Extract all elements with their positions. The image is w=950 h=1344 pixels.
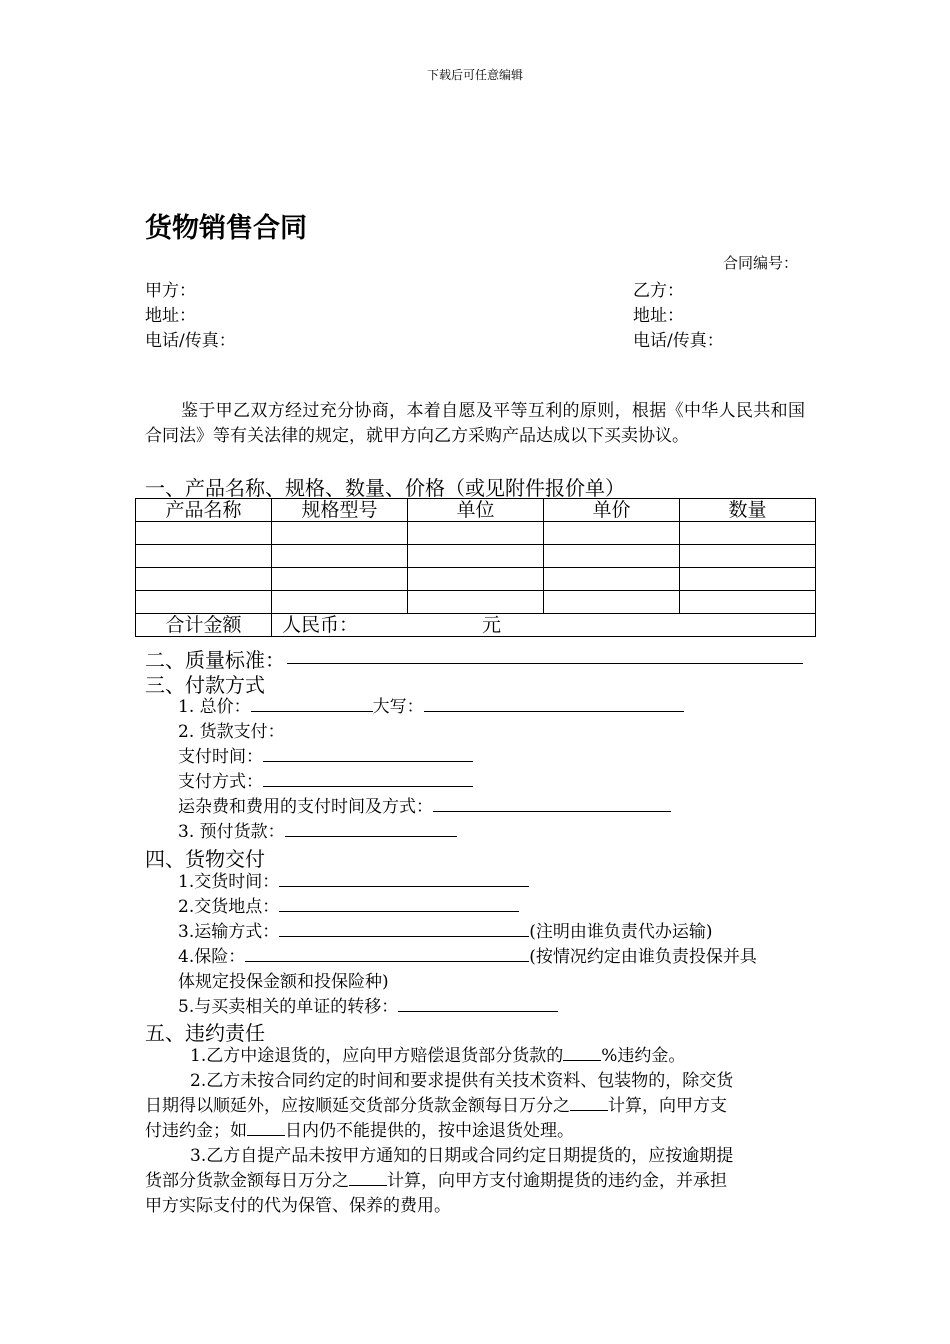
party-a-address-label: 地址： <box>145 306 196 326</box>
table-row <box>136 545 816 568</box>
table-cell[interactable] <box>680 545 816 568</box>
penalty-2-text-end: 计算，向甲方支 <box>608 1096 727 1116</box>
table-cell[interactable] <box>680 522 816 545</box>
party-b-label: 乙方： <box>633 281 684 301</box>
capital-amount-field[interactable] <box>424 695 684 712</box>
penalty-1-text: 1.乙方中途退货的，应向甲方赔偿退货部分货款的 <box>190 1046 564 1066</box>
total-price-field[interactable] <box>251 695 373 712</box>
prepay-field[interactable] <box>285 820 457 837</box>
pay-time-label: 支付时间： <box>178 747 263 767</box>
penalty-2-rate-field[interactable] <box>570 1094 608 1111</box>
party-b-address-label: 地址： <box>633 306 684 326</box>
pay-time-field[interactable] <box>263 745 473 762</box>
quality-standard-line[interactable] <box>287 663 803 664</box>
penalty-3-text-end: 计算，向甲方支付逾期提货的违约金，并承担 <box>387 1171 727 1191</box>
delivery-time-label: 1.交货时间： <box>178 872 280 892</box>
pay-method-field[interactable] <box>263 770 473 787</box>
table-row <box>136 568 816 591</box>
delivery-place-field[interactable] <box>279 895 519 912</box>
column-header: 数量 <box>680 499 816 522</box>
prepay-label: 3. 预付货款： <box>178 822 285 842</box>
delivery-place-line <box>178 895 519 920</box>
table-cell[interactable] <box>136 545 272 568</box>
table-cell[interactable] <box>408 522 544 545</box>
table-cell[interactable] <box>544 568 680 591</box>
penalty-3-rate-field[interactable] <box>349 1169 387 1186</box>
insurance-field[interactable] <box>245 945 529 962</box>
table-cell[interactable] <box>136 591 272 614</box>
intro-paragraph: 鉴于甲乙双方经过充分协商，本着自愿及平等互利的原则，根据《中华人民共和国合同法》等有关法律的规定，就甲方向乙方采购产品达成以下买卖协议。 <box>145 401 805 446</box>
penalty-2-text-d: 日内仍不能提供的，按中途退货处理。 <box>285 1121 574 1141</box>
column-header: 规格型号 <box>272 499 408 522</box>
table-cell[interactable] <box>408 545 544 568</box>
total-price-line <box>178 695 684 720</box>
insurance-note: (按情况约定由谁负责投保并具 <box>529 947 757 967</box>
product-table <box>135 498 816 637</box>
currency-label: 人民币： <box>282 614 359 636</box>
table-cell[interactable] <box>272 568 408 591</box>
penalty-clause-3-line-3: 甲方实际支付的代为保管、保养的费用。 <box>145 1196 451 1216</box>
payment-label: 2. 货款支付： <box>178 722 285 742</box>
column-header: 产品名称 <box>136 499 272 522</box>
pay-method-line <box>178 770 473 795</box>
misc-fee-field[interactable] <box>433 795 671 812</box>
penalty-3-text: 货部分货款金额每日万分之 <box>145 1171 349 1191</box>
misc-fee-label: 运杂费和费用的支付时间及方式： <box>178 797 433 817</box>
delivery-time-field[interactable] <box>279 870 529 887</box>
total-label: 合计金额 <box>136 614 272 637</box>
table-cell[interactable] <box>272 591 408 614</box>
party-a-phone-label: 电话/传真： <box>145 331 236 351</box>
transport-field[interactable] <box>279 920 529 937</box>
penalty-clause-2-line-2 <box>145 1094 727 1119</box>
contract-number-label: 合同编号： <box>723 254 799 272</box>
table-cell[interactable] <box>680 591 816 614</box>
yuan-label: 元 <box>482 614 502 636</box>
party-b-phone-label: 电话/传真： <box>633 331 724 351</box>
table-cell[interactable] <box>272 545 408 568</box>
table-cell[interactable] <box>680 568 816 591</box>
transport-note: (注明由谁负责代办运输) <box>529 922 713 942</box>
insurance-line <box>178 945 757 970</box>
penalty-2-text: 日期得以顺延外，应按顺延交货部分货款金额每日万分之 <box>145 1096 570 1116</box>
documents-field[interactable] <box>398 995 558 1012</box>
penalty-clause-1 <box>190 1044 685 1069</box>
table-cell[interactable] <box>408 568 544 591</box>
penalty-clause-3-line-2 <box>145 1169 727 1194</box>
table-cell[interactable] <box>544 522 680 545</box>
total-price-label: 1. 总价： <box>178 697 251 717</box>
column-header: 单位 <box>408 499 544 522</box>
section-3-heading: 三、付款方式 <box>145 673 265 697</box>
table-cell[interactable] <box>408 591 544 614</box>
pay-method-label: 支付方式： <box>178 772 263 792</box>
insurance-note-continued: 体规定投保金额和投保险种) <box>178 972 389 992</box>
section-5-heading: 五、违约责任 <box>145 1021 265 1045</box>
penalty-clause-2-line-3 <box>145 1119 574 1144</box>
table-cell[interactable] <box>544 591 680 614</box>
transport-label: 3.运输方式： <box>178 922 280 942</box>
section-4-heading: 四、货物交付 <box>145 847 265 871</box>
column-header: 单价 <box>544 499 680 522</box>
delivery-place-label: 2.交货地点： <box>178 897 280 917</box>
party-a-label: 甲方： <box>145 281 196 301</box>
total-amount-cell[interactable] <box>272 614 816 637</box>
penalty-1-end: %违约金。 <box>601 1046 686 1066</box>
table-row <box>136 522 816 545</box>
prepay-line <box>178 820 457 845</box>
penalty-clause-2-line-1: 2.乙方未按合同约定的时间和要求提供有关技术资料、包装物的，除交货 <box>190 1071 734 1091</box>
section-1-heading: 一、产品名称、规格、数量、价格（或见附件报价单） <box>145 476 625 500</box>
table-cell[interactable] <box>136 522 272 545</box>
delivery-time-line <box>178 870 529 895</box>
table-cell[interactable] <box>544 545 680 568</box>
documents-label: 5.与买卖相关的单证的转移： <box>178 997 399 1017</box>
table-header-row <box>136 499 816 522</box>
penalty-2-days-field[interactable] <box>247 1119 285 1136</box>
penalty-1-field[interactable] <box>563 1044 601 1061</box>
table-row <box>136 591 816 614</box>
document-title: 货物销售合同 <box>145 213 307 244</box>
section-2-heading: 二、质量标准： <box>145 648 285 672</box>
penalty-2-text-c: 付违约金；如 <box>145 1121 247 1141</box>
insurance-label: 4.保险： <box>178 947 246 967</box>
table-total-row <box>136 614 816 637</box>
pay-time-line <box>178 745 473 770</box>
penalty-clause-3-line-1: 3.乙方自提产品未按甲方通知的日期或合同约定日期提货的，应按逾期提 <box>190 1146 734 1166</box>
transport-line <box>178 920 713 945</box>
table-cell[interactable] <box>272 522 408 545</box>
table-cell[interactable] <box>136 568 272 591</box>
misc-fee-line <box>178 795 671 820</box>
capital-label: 大写： <box>372 697 424 717</box>
header-note: 下载后可任意编辑 <box>426 68 523 82</box>
